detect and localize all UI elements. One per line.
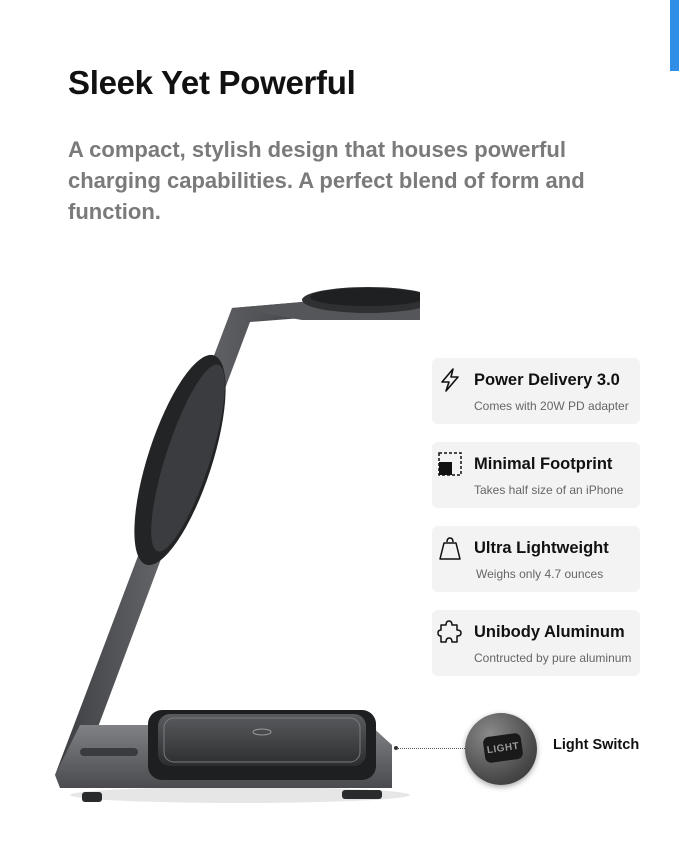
page-title: Sleek Yet Powerful: [68, 64, 356, 101]
feature-card-ultra-lightweight: [432, 526, 640, 592]
page-subtitle: A compact, stylish design that houses powerful charging capabilities. A perfect blend of form and function.: [68, 137, 585, 224]
feature-desc: Contructed by pure aluminum: [474, 651, 632, 665]
feature-card-unibody-aluminum: [432, 610, 640, 676]
puzzle-piece-icon: [437, 619, 463, 645]
feature-title: Unibody Aluminum: [474, 623, 625, 641]
feature-title: Minimal Footprint: [474, 455, 613, 473]
charging-stand-image: [40, 270, 420, 810]
weight-icon: [437, 535, 463, 561]
light-switch-knob: [482, 732, 523, 763]
feature-title: Power Delivery 3.0: [474, 371, 620, 389]
feature-card-minimal-footprint: [432, 442, 640, 508]
light-switch-label: Light Switch: [553, 737, 640, 753]
callout-line: [397, 748, 465, 749]
feature-desc: Weighs only 4.7 ounces: [476, 567, 604, 581]
feature-title: Ultra Lightweight: [474, 539, 609, 557]
light-switch-closeup: [465, 713, 537, 785]
accent-bar: [670, 0, 679, 71]
lightning-bolt-icon: [437, 367, 463, 393]
light-switch-knob-text: LIGHT: [486, 740, 520, 756]
footprint-square-icon: [437, 451, 463, 477]
feature-desc: Takes half size of an iPhone: [474, 483, 624, 497]
feature-desc: Comes with 20W PD adapter: [474, 399, 629, 413]
feature-card-power-delivery: [432, 358, 640, 424]
